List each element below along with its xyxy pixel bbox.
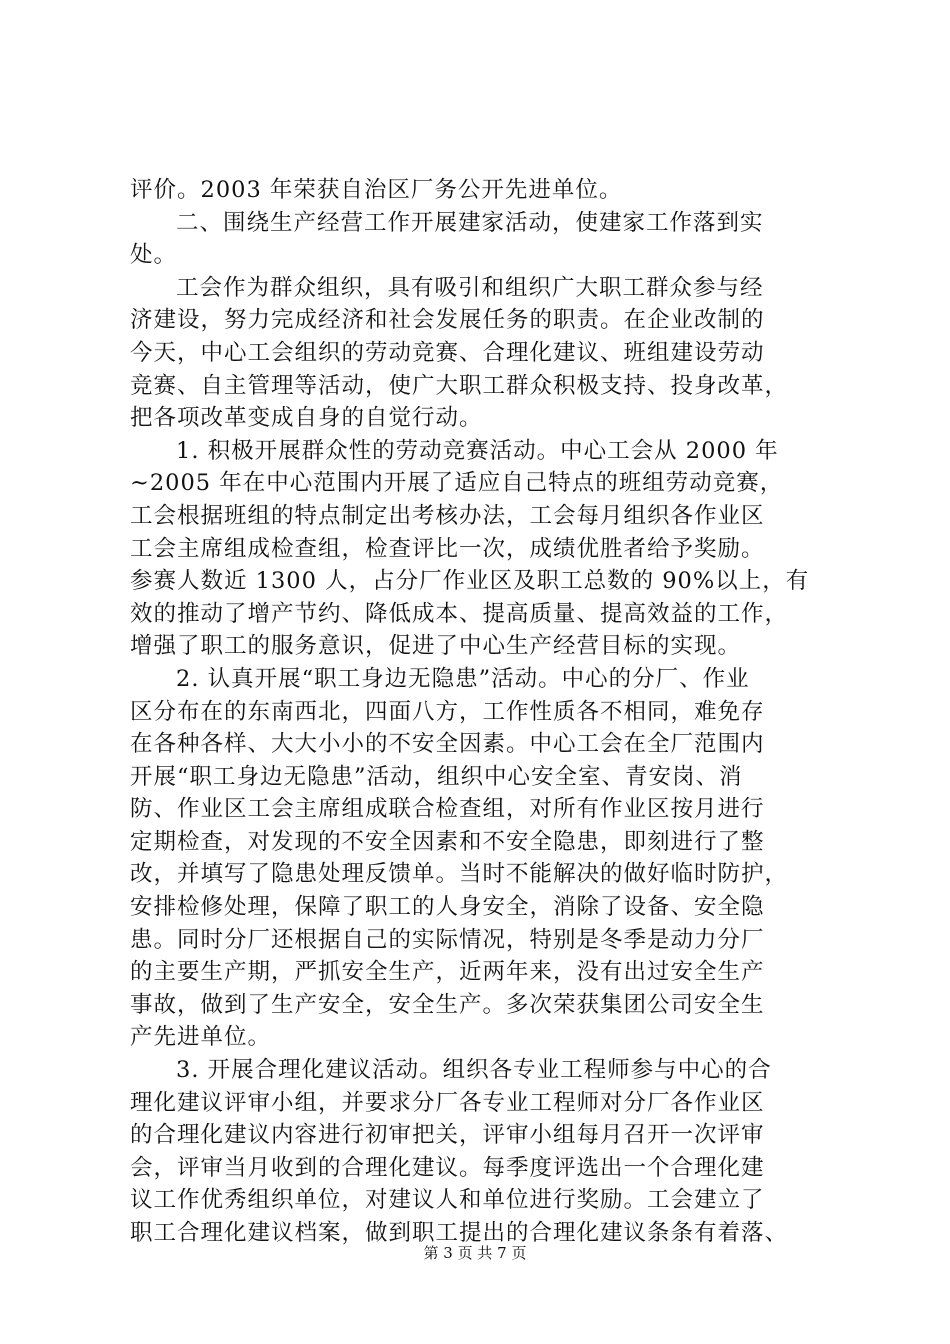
text-line: ~2005 年在中心范围内开展了适应自己特点的班组劳动竞赛， [130, 470, 784, 497]
text-line: 3. 开展合理化建议活动。组织各专业工程师参与中心的合 [176, 1057, 772, 1084]
text-line: 的合理化建议内容进行初审把关，评审小组每月召开一次评审 [130, 1122, 765, 1149]
text-line: 处。 [130, 242, 178, 269]
text-line: 议工作优秀组织单位，对建议人和单位进行奖励。工会建立了 [130, 1187, 765, 1214]
text-line: 今天，中心工会组织的劳动竞赛、合理化建议、班组建设劳动 [130, 339, 765, 366]
text-line: 评价。2003 年荣获自治区厂务公开先进单位。 [130, 177, 623, 203]
text-line: 会，评审当月收到的合理化建议。每季度评选出一个合理化建 [130, 1154, 765, 1181]
text-line: 改，并填写了隐患处理反馈单。当时不能解决的做好临时防护， [130, 861, 789, 888]
text-line: 1. 积极开展群众性的劳动竞赛活动。中心工会从 2000 年 [176, 437, 779, 464]
document-body [130, 174, 842, 1250]
text-line: 效的推动了增产节约、降低成本、提高质量、提高效益的工作， [130, 600, 789, 627]
text-line: 开展“职工身边无隐患”活动，组织中心安全室、青安岗、消 [130, 763, 743, 790]
text-line: 把各项改革变成自身的自觉行动。 [130, 405, 483, 432]
page-footer [0, 1243, 950, 1263]
text-line: 济建设，努力完成经济和社会发展任务的职责。在企业改制的 [130, 307, 765, 334]
text-line: 工会主席组成检查组，检查评比一次，成绩优胜者给予奖励。 [130, 535, 765, 562]
text-line: 2. 认真开展“职工身边无隐患”活动。中心的分厂、作业 [176, 665, 750, 692]
text-line: 定期检查，对发现的不安全因素和不安全隐患，即刻进行了整 [130, 828, 765, 855]
text-line: 患。同时分厂还根据自己的实际情况，特别是冬季是动力分厂 [130, 926, 765, 953]
text-line: 安排检修处理，保障了职工的人身安全，消除了设备、安全隐 [130, 894, 765, 921]
text-line: 参赛人数近 1300 人，占分厂作业区及职工总数的 90%以上，有 [130, 568, 810, 595]
text-line: 二、围绕生产经营工作开展建家活动，使建家工作落到实 [176, 209, 764, 236]
text-line: 理化建议评审小组，并要求分厂各专业工程师对分厂各作业区 [130, 1089, 765, 1116]
text-line: 工会作为群众组织，具有吸引和组织广大职工群众参与经 [176, 274, 764, 301]
text-line: 事故，做到了生产安全，安全生产。多次荣获集团公司安全生 [130, 991, 765, 1018]
text-line: 竞赛、自主管理等活动，使广大职工群众积极支持、投身改革， [130, 372, 789, 399]
text-line: 工会根据班组的特点制定出考核办法，工会每月组织各作业区 [130, 502, 765, 529]
text-line: 产先进单位。 [130, 1024, 272, 1051]
text-line: 防、作业区工会主席组成联合检查组，对所有作业区按月进行 [130, 796, 765, 823]
page-number-label: 第 3 页 共 7 页 [423, 1244, 527, 1262]
text-line: 在各种各样、大大小小的不安全因素。中心工会在全厂范围内 [130, 731, 765, 758]
text-line: 职工合理化建议档案，做到职工提出的合理化建议条条有着落、 [130, 1220, 789, 1246]
text-line: 增强了职工的服务意识，促进了中心生产经营目标的实现。 [130, 633, 742, 660]
text-line: 区分布在的东南西北，四面八方，工作性质各不相同，难免存 [130, 698, 765, 725]
text-line: 的主要生产期，严抓安全生产，近两年来，没有出过安全生产 [130, 959, 765, 986]
